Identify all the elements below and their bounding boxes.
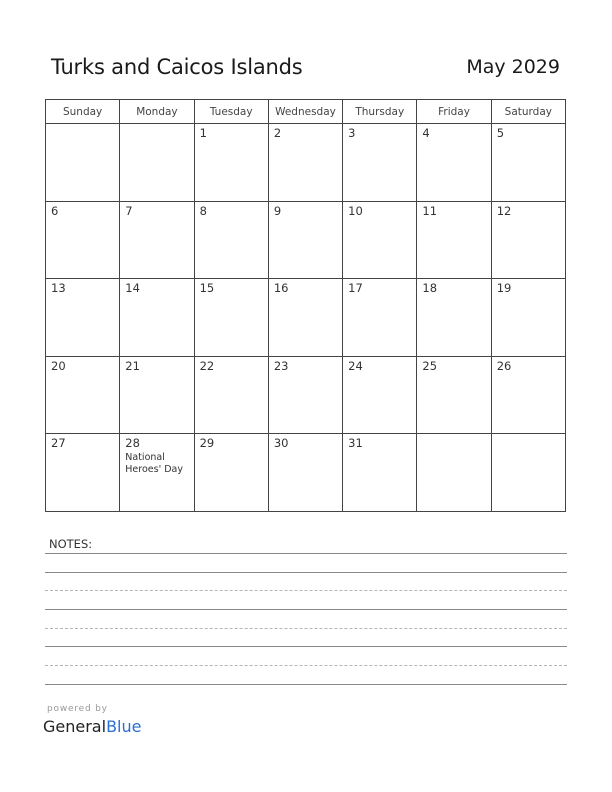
day-cell	[46, 434, 120, 512]
generalblue-logo	[43, 717, 141, 736]
notes-line	[45, 590, 567, 591]
day-cell	[417, 279, 491, 357]
weekday-saturday: Saturday	[491, 100, 565, 124]
day-number: 23	[273, 358, 289, 373]
day-cell	[417, 124, 491, 202]
brand-general: General	[43, 717, 107, 736]
day-cell	[491, 434, 565, 512]
day-number: 25	[422, 358, 438, 373]
notes-line	[45, 572, 567, 573]
day-number: 16	[273, 281, 289, 295]
day-number: 1	[199, 126, 207, 140]
weekday-sunday: Sunday	[46, 100, 120, 124]
week-row	[46, 434, 566, 512]
day-number: 30	[273, 436, 289, 450]
weekday-thursday: Thursday	[343, 100, 417, 124]
day-cell	[120, 201, 194, 279]
day-number: 7	[125, 203, 133, 218]
weekday-wednesday: Wednesday	[268, 100, 342, 124]
day-cell	[268, 279, 342, 357]
day-cell	[343, 124, 417, 202]
day-cell	[120, 279, 194, 357]
calendar-month-title: May 2029	[466, 56, 560, 78]
day-number: 2	[273, 126, 282, 140]
day-number: 18	[422, 281, 438, 295]
day-cell	[417, 356, 491, 434]
calendar-country-title: Turks and Caicos Islands	[51, 55, 303, 79]
day-number: 27	[51, 436, 66, 450]
notes-line	[45, 609, 567, 610]
day-number: 21	[125, 358, 140, 373]
day-cell	[268, 201, 342, 279]
day-cell	[491, 279, 565, 357]
weekday-friday: Friday	[417, 100, 491, 124]
day-cell	[46, 201, 120, 279]
day-number: 22	[199, 358, 215, 373]
day-number: 8	[199, 203, 207, 218]
day-number: 17	[348, 281, 363, 295]
day-number: 15	[199, 281, 215, 295]
week-row	[46, 279, 566, 357]
week-row	[46, 201, 566, 279]
day-cell	[491, 124, 565, 202]
day-cell	[268, 434, 342, 512]
day-number: 4	[422, 126, 430, 140]
day-number: 5	[496, 126, 505, 140]
day-cell	[491, 356, 565, 434]
notes-line	[45, 553, 567, 554]
day-number: 6	[51, 203, 59, 218]
day-cell	[343, 201, 417, 279]
calendar-grid	[45, 99, 566, 512]
weekday-tuesday: Tuesday	[194, 100, 268, 124]
day-number: 3	[348, 126, 356, 140]
day-cell	[194, 279, 268, 357]
day-cell	[268, 124, 342, 202]
notes-line	[45, 684, 567, 685]
weekday-header-row	[46, 100, 566, 124]
day-number: 29	[199, 436, 215, 450]
day-cell	[194, 356, 268, 434]
day-number: 26	[496, 358, 512, 373]
day-cell	[46, 124, 120, 202]
day-number: 9	[273, 203, 282, 218]
day-cell	[46, 356, 120, 434]
day-cell	[120, 434, 194, 512]
day-number: 19	[496, 281, 512, 295]
day-number: 10	[348, 203, 363, 218]
week-row	[46, 124, 566, 202]
day-cell	[343, 279, 417, 357]
day-cell	[46, 279, 120, 357]
day-cell	[491, 201, 565, 279]
day-number: 24	[348, 358, 363, 373]
day-number: 13	[51, 281, 66, 295]
day-cell	[120, 124, 194, 202]
notes-line	[45, 646, 567, 647]
day-cell	[343, 356, 417, 434]
day-cell	[194, 201, 268, 279]
day-number: 14	[125, 281, 140, 295]
day-number: 20	[51, 358, 66, 373]
brand-blue: Blue	[106, 717, 142, 736]
notes-label: NOTES:	[49, 537, 93, 551]
day-cell	[268, 356, 342, 434]
day-cell	[120, 356, 194, 434]
day-cell	[417, 434, 491, 512]
day-cell	[417, 201, 491, 279]
day-number: 31	[348, 436, 363, 450]
week-row	[46, 356, 566, 434]
holiday-label: National Heroes' Day	[125, 452, 183, 475]
day-number: 11	[422, 203, 438, 218]
notes-line	[45, 628, 567, 629]
day-cell	[194, 124, 268, 202]
day-cell	[343, 434, 417, 512]
weekday-monday: Monday	[120, 100, 194, 124]
powered-by-text: powered by	[47, 704, 108, 714]
day-number: 28	[125, 436, 140, 450]
day-cell	[194, 434, 268, 512]
day-number: 12	[496, 203, 512, 218]
notes-line	[45, 665, 567, 666]
